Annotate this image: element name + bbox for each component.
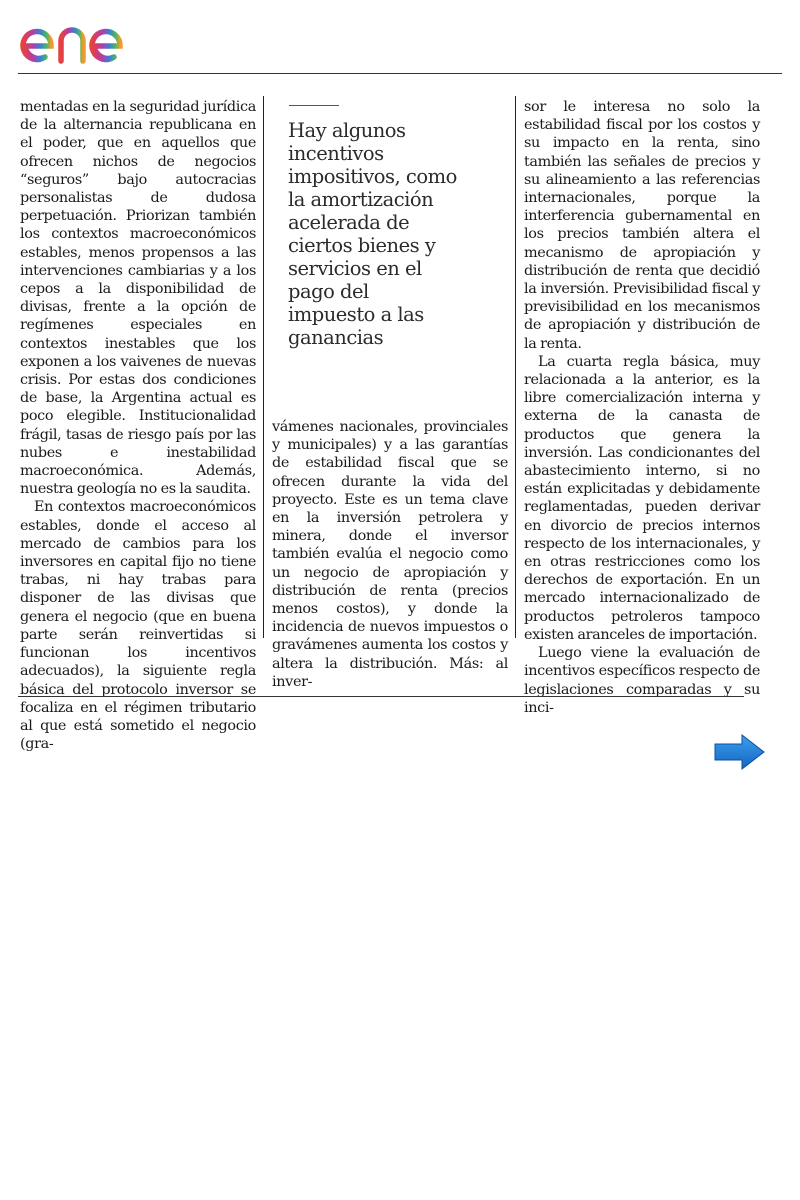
column-divider-2 [515,96,516,638]
enel-logo [18,8,170,68]
column-divider-1 [263,96,264,638]
next-page-button[interactable] [712,733,766,771]
article-column-1 [20,98,256,753]
header-divider [18,73,782,74]
article-column-2 [272,418,508,691]
column-1-paragraph-1: mentadas en la seguridad jurídica de la alternancia republicana en el poder, que en aquellos que ofrecen nichos de negocios “seguros” bajo autocracias personalistas de dudosa perpetuación. Priorizan también los contextos macroeconómicos estables, menos propensos a las intervenciones cambiarias y a los cepos a la disponibilidad de divisas, frente a la opción de regímenes especiales en contextos inestables que los exponen a los vaivenes de nuevas crisis. Por estas dos condiciones de base, la Argentina actual es poco elegible. Institucionalidad frágil, tasas de riesgo país por las nubes e inestabilidad macroeconómica. Además, nuestra geología no es la saudita. [20,99,256,498]
footer-divider [18,696,744,697]
column-1-paragraph-2: En contextos macroeconómicos estables, donde el acceso al mercado de cambios para los inversores en capital fijo no tiene trabas, ni hay trabas para disponer de las divisas que genera el negocio (que en buena parte serán reinvertidas si funcionan los incentivos adecuados), la siguiente regla básica del protocolo inversor se focaliza en el régimen tributario al que está sometido el negocio (gra- [20,499,256,753]
arrow-right-icon [715,735,764,769]
article-column-3 [524,98,760,717]
column-3-paragraph-1: sor le interesa no solo la estabilidad fiscal por los costos y su impacto en la renta, sino también las señales de precios y su alineamiento a las referencias internacionales, porque la interferencia gubernamental en los precios también altera el mecanismo de apropiación y distribución de renta que decidió la inversión. Previsibilidad fiscal y previsibilidad en los mecanismos de apropiación y distribución de la renta. [524,99,760,352]
pullquote-rule [289,105,339,106]
pullquote: Hay algunos incentivos impositivos, como la amortización acelerada de ciertos bienes y servicios en el pago del impuesto a las ganancias [288,119,457,349]
column-2-paragraph-1: vámenes nacionales, provinciales y municipales) y a las garantías de estabilidad fiscal que se ofrecen durante la vida del proyecto. Este es un tema clave en la inversión petrolera y minera, donde el inversor también evalúa el negocio como un negocio de apropiación y distribución de renta (precios menos costos), y donde la incidencia de nuevos impuestos o gravámenes aumenta los costos y altera la distribución. Más: al inver- [272,419,508,690]
column-3-paragraph-2: La cuarta regla básica, muy relacionada a la anterior, es la libre comercialización interna y externa de la canasta de productos que genera la inversión. Las condicionantes del abastecimiento interno, si no están explicitadas y debidamente reglamentadas, pueden derivar en divorcio de precios internos respecto de los internacionales, y en otras restricciones como los derechos de exportación. En un mercado internacionalizado de productos petroleros tampoco existen aranceles de importación. [524,353,760,643]
column-3-paragraph-3: Luego viene la evaluación de incentivos específicos respecto de legislaciones comparadas y su inci- [524,645,760,716]
